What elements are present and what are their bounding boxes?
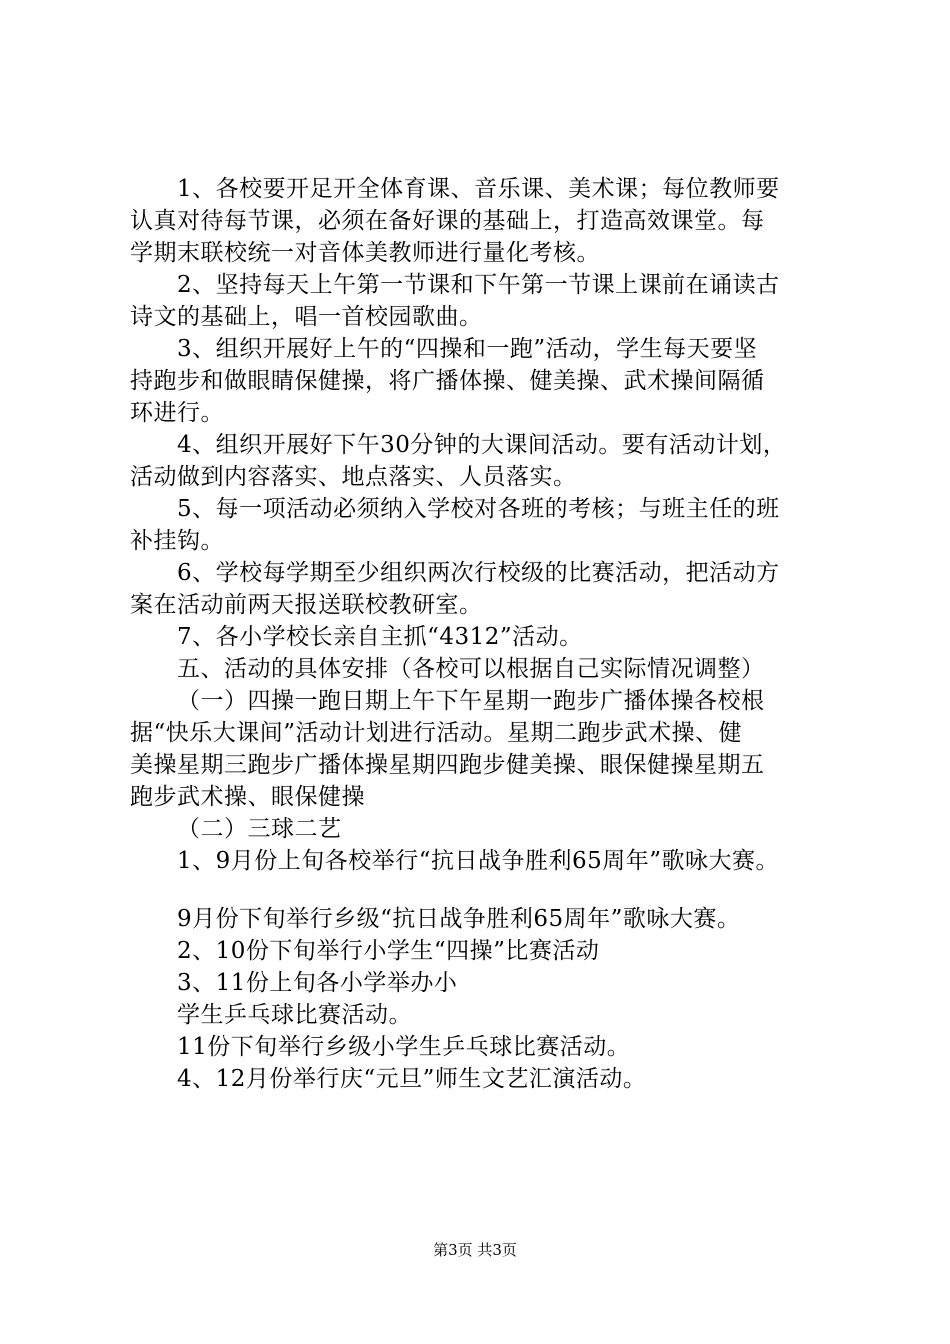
page-footer bbox=[0, 1240, 950, 1260]
paragraph-line: 2、坚持每天上午第一节课和下午第一节课上课前在诵读古 bbox=[177, 272, 780, 298]
paragraph-line: 7、各小学校长亲自主抓“4312”活动。 bbox=[177, 624, 583, 650]
paragraph-line: 11份下旬举行乡级小学生乒乓球比赛活动。 bbox=[177, 1034, 631, 1060]
paragraph-line: 案在活动前两天报送联校教研室。 bbox=[130, 592, 483, 618]
paragraph-line: 据“快乐大课间”活动计划进行活动。星期二跑步武术操、健 bbox=[130, 720, 743, 746]
paragraph-line: 3、组织开展好上午的“四操和一跑”活动，学生每天要坚 bbox=[177, 336, 758, 362]
paragraph-line: 跑步武术操、眼保健操 bbox=[130, 784, 365, 810]
paragraph-line: 补挂钩。 bbox=[130, 528, 224, 554]
section-heading: 五、活动的具体安排（各校可以根据自己实际情况调整） bbox=[177, 656, 765, 682]
paragraph-line: （一）四操一跑日期上午下午星期一跑步广播体操各校根 bbox=[177, 688, 765, 714]
page-number: 第3页 共3页 bbox=[433, 1241, 517, 1259]
paragraph-line: 9月份下旬举行乡级“抗日战争胜利65周年”歌咏大赛。 bbox=[177, 906, 741, 932]
paragraph-line: 3、11份上旬各小学举办小 bbox=[177, 970, 458, 996]
paragraph-line: 认真对待每节课，必须在备好课的基础上，打造高效课堂。每 bbox=[130, 208, 765, 234]
paragraph-line: 1、各校要开足开全体育课、音乐课、美术课；每位教师要 bbox=[177, 176, 780, 202]
paragraph-line: 活动做到内容落实、地点落实、人员落实。 bbox=[130, 464, 577, 490]
paragraph-line: 4、12月份举行庆“元旦”师生文艺汇演活动。 bbox=[177, 1066, 647, 1092]
paragraph-line: 学期末联校统一对音体美教师进行量化考核。 bbox=[130, 240, 600, 266]
paragraph-line: 学生乒乓球比赛活动。 bbox=[177, 1002, 412, 1028]
paragraph-line: 2、10份下旬举行小学生“四操”比赛活动 bbox=[177, 938, 600, 964]
paragraph-line: 持跑步和做眼睛保健操，将广播体操、健美操、武术操间隔循 bbox=[130, 368, 765, 394]
paragraph-line: 4、组织开展好下午30分钟的大课间活动。要有活动计划， bbox=[177, 432, 787, 458]
subsection-heading: （二）三球二艺 bbox=[177, 816, 342, 842]
paragraph-line: 6、学校每学期至少组织两次行校级的比赛活动，把活动方 bbox=[177, 560, 780, 586]
paragraph-line: 诗文的基础上，唱一首校园歌曲。 bbox=[130, 304, 483, 330]
paragraph-line: 1、9月份上旬各校举行“抗日战争胜利65周年”歌咏大赛。 bbox=[177, 848, 780, 874]
paragraph-line: 环进行。 bbox=[130, 400, 224, 426]
paragraph-line: 5、每一项活动必须纳入学校对各班的考核；与班主任的班 bbox=[177, 496, 780, 522]
paragraph-line: 美操星期三跑步广播体操星期四跑步健美操、眼保健操星期五 bbox=[130, 752, 765, 778]
